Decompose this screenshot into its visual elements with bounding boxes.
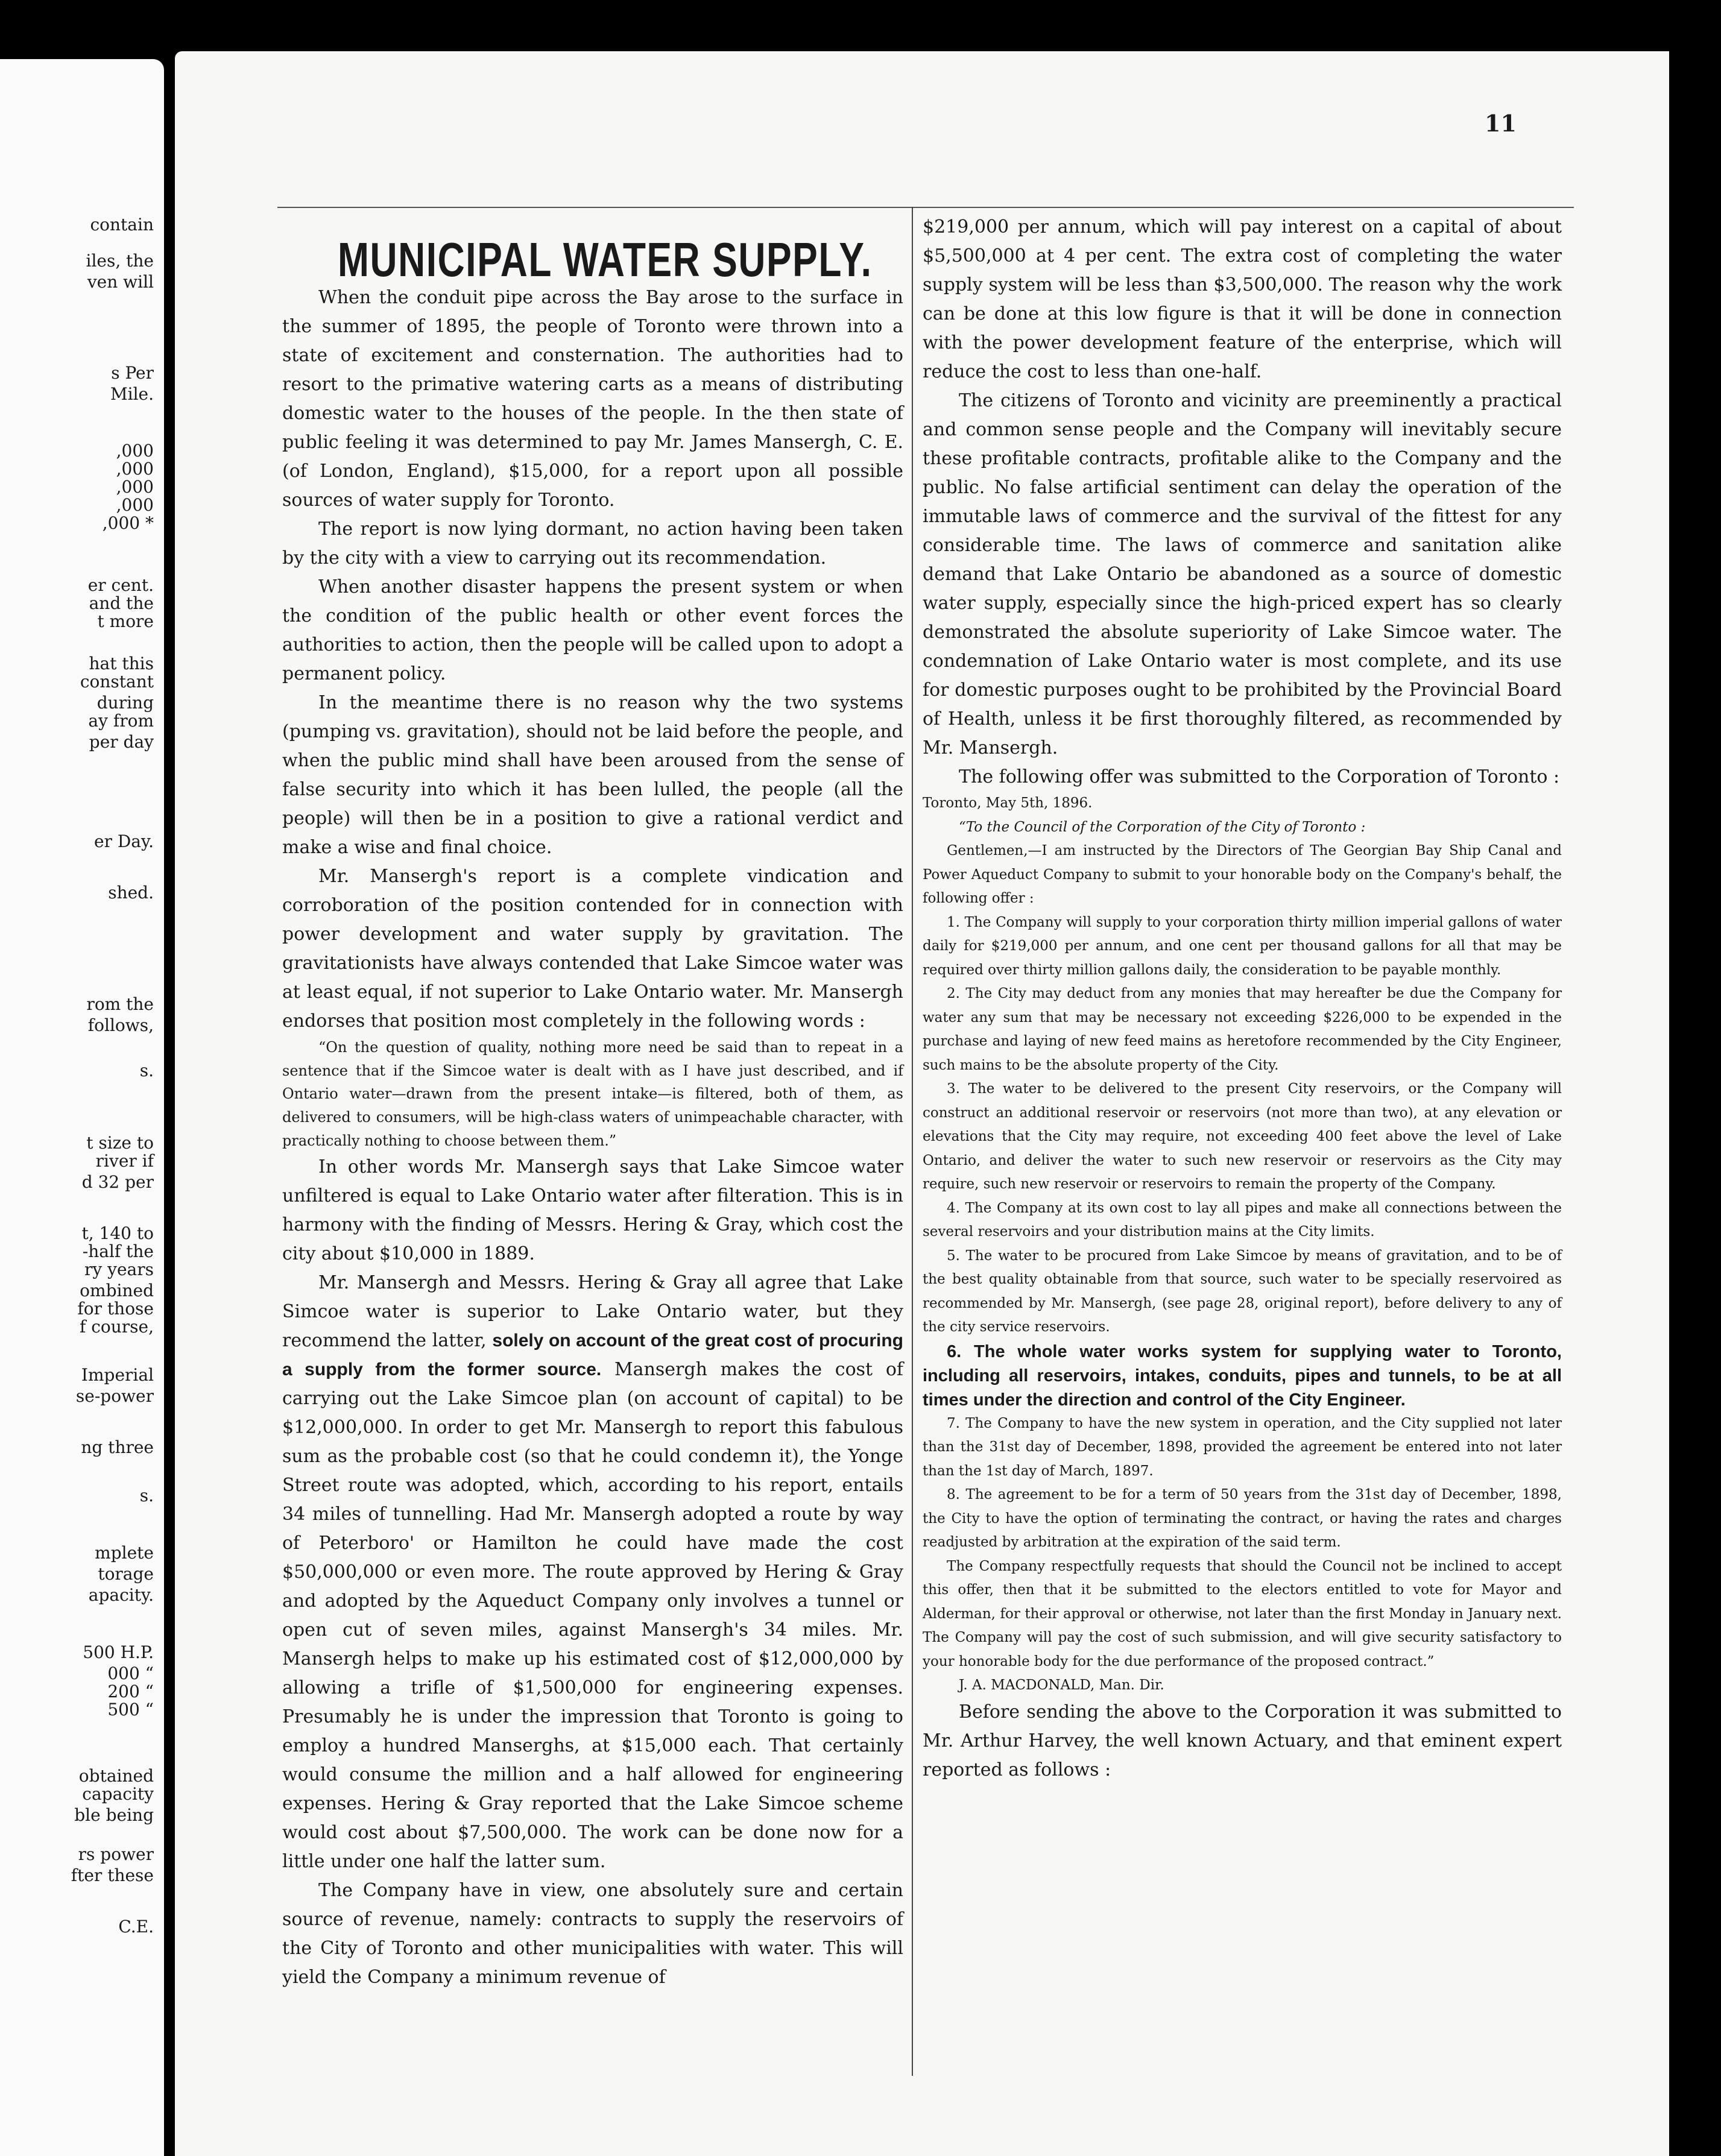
paragraph: The report is now lying dormant, no action having been taken by the city with a view to carrying out its recommendation. [282,519,903,569]
paragraph: The following offer was submitted to the Corporation of Toronto : [959,766,1560,787]
emphasis-text: solely on account of the great cost of procuring a supply from the former source. [282,1330,903,1379]
margin-fragment: torage [98,1564,154,1584]
margin-fragment: Mile. [110,384,154,404]
margin-fragment: ,000 [116,477,154,497]
letter-paragraph: 4. The Company at its own cost to lay all pipes and make all connections between the several reservoirs and your distribution mains at the City limits. [923,1200,1562,1240]
paragraph: In the meantime there is no reason why the two systems (pumping vs. gravitation), should not be laid before the people, and when the public mind shall have been aroused from the sense of false security into which it has been lulled, the people (all the people) will then be in a position to give a rational verdict and make a wise and final choice. [282,692,903,858]
paragraph: The Company have in view, one absolutely sure and certain source of revenue, namely: contracts to supply the reservoirs of the City of Toronto and other municipalities with water. This will yield the Company a minimum revenue of [282,1879,903,1988]
letter-paragraph: The Company respectfully requests that should the Council not be inclined to accept this offer, then that it be submitted to the electors entitled to vote for Mayor and Alderman, for their approval or otherwise, not later than the first Monday in January next. The Company will pay the cost of such submission, and will give security satisfactory to your honorable body for the due performance of the proposed contract.” [923,1558,1562,1669]
margin-fragment: rom the [86,994,154,1014]
margin-fragment: er Day. [94,831,154,851]
letter-paragraph: 3. The water to be delivered to the present City reservoirs, or the Company will construct an additional reservoir or reservoirs (not more than two), at any elevation or elevations that the City may require, not exceeding 400 feet above the level of Lake Ontario, and deliver the water to such new reservoir or reservoirs as the City may require, such new reservoir or reservoirs to remain the property of the Company. [923,1081,1562,1192]
margin-fragment: 500 H.P. [83,1642,154,1662]
letter-paragraph: 7. The Company to have the new system in operation, and the City supplied not later than the 31st day of December, 1898, provided the agreement be entered into not later than the 1st day of March, 1897. [923,1415,1562,1479]
paragraph: When the conduit pipe across the Bay arose to the surface in the summer of 1895, the people of Toronto were thrown into a state of excitement and consternation. The authorities had to resort to the primative watering carts as a means of distributing domestic water to the houses of the people. In the then state of public feeling it was determined to pay Mr. James Mansergh, C. E. (of London, England), $15,000, for a report upon all possible sources of water supply for Toronto. [282,287,903,511]
margin-fragment: 200 “ [107,1682,154,1701]
margin-fragment: and the [89,593,154,613]
article-title: MUNICIPAL WATER SUPPLY. [338,233,873,286]
offer-letter [923,792,1562,1698]
margin-fragment: ,000 [116,441,154,461]
margin-fragment: ,000 [116,495,154,515]
margin-fragment: f course, [79,1317,154,1337]
margin-fragment: t more [97,611,154,631]
letter-signature: J. A. MACDONALD, Man. Dir. [959,1677,1164,1693]
margin-fragment: C.E. [118,1917,154,1937]
letter-paragraph: Gentlemen,—I am instructed by the Directors of The Georgian Bay Ship Canal and Power Aqueduct Company to submit to your honorable body on the Company's behalf, the following offer : [923,843,1562,906]
margin-fragment: ay from [88,711,154,731]
margin-fragment: er cent. [87,575,154,595]
left-column [282,283,903,1992]
paragraph: $219,000 per annum, which will pay interest on a capital of about $5,500,000 at 4 per cent. The extra cost of completing the water supply system will be less than $3,500,000. The reason why the work can be done at this low figure is that it will be done in connection with the power development feature of the enterprise, which will reduce the cost to less than one-half. [923,216,1562,382]
letter-paragraph: 2. The City may deduct from any monies that may hereafter be due the Company for water any sum that may be necessary not exceeding $226,000 to be expended in the purchase and laying of new feed mains as heretofore recommended by the City Engineer, such mains to be the absolute property of the City. [923,986,1562,1073]
page-number: 11 [1485,110,1517,137]
margin-fragment: for those [77,1299,154,1319]
mansergh-quote: “On the question of quality, nothing more need be said than to repeat in a sentence that if the Simcoe water is dealt with as I have just described, and if Ontario water—drawn from the present intake—is filtered, both of them, as delivered to consumers, will be high-class waters of unimpeachable character, with practically nothing to choose between them.” [282,1039,903,1149]
letter-paragraph: 1. The Company will supply to your corporation thirty million imperial gallons of water daily for $219,000 per annum, and one cent per thousand gallons for all that may be required over thirty million gallons daily, the consideration to be payable monthly. [923,914,1562,978]
margin-fragment: follows, [87,1015,154,1035]
text: Mansergh makes the cost of carrying out the Lake Simcoe plan (on account of capital) to be $12,000,000. In order to get Mr. Mansergh to report this fabulous sum as the probable cost (so that he could condemn it), the Yonge Street route was adopted, which, according to his report, entails 34 miles of tunnelling. Had Mr. Mansergh adopted a route by way of Peterboro' or Hamilton he could have made the cost $50,000,000 or even more. The route approved by Hering & Gray and adopted by the Aqueduct Company only involves a tunnel or open cut of seven miles, against Mansergh's 34 miles. Mr. Mansergh helps to make up his estimated cost of $12,000,000 by allowing a trifle of $1,500,000 for engineering expenses. Presumably he is under the impression that Toronto is going to employ a hundred Manserghs, at $15,000 each. That certainly would consume the million and a half allowed for engineering expenses. Hering & Gray reported that the Lake Simcoe scheme would cost about $7,500,000. The work can be done now for a little under one half the latter sum. [282,1358,903,1872]
margin-fragment: t, 140 to [81,1223,154,1243]
margin-fragment: 500 “ [107,1700,154,1719]
margin-fragment: ng three [81,1437,154,1457]
right-column [923,213,1562,1785]
margin-fragment: ry years [84,1259,154,1279]
margin-fragment: se-power [75,1386,154,1406]
letter-dateline: Toronto, May 5th, 1896. [923,795,1093,811]
margin-fragment: d 32 per [81,1172,154,1192]
paragraph: In other words Mr. Mansergh says that Lake Simcoe water unfiltered is equal to Lake Ontario water after filteration. This is in harmony with the finding of Messrs. Hering & Gray, which cost the city about $10,000 in 1889. [282,1156,903,1264]
margin-fragment: ombined [80,1281,154,1300]
paragraph: Before sending the above to the Corporation it was submitted to Mr. Arthur Harvey, the well known Actuary, and that eminent expert reported as follows : [923,1701,1562,1780]
letter-salutation: “To the Council of the Corporation of the City of Toronto : [959,819,1366,835]
margin-fragment: rs power [78,1844,154,1864]
margin-fragment: per day [89,732,154,752]
margin-fragment: river if [95,1151,154,1171]
margin-fragment: shed. [108,883,154,903]
margin-fragment: iles, the [86,251,154,271]
margin-fragment: contain [90,215,154,235]
margin-fragment: Imperial [81,1365,154,1385]
margin-fragment: constant [80,672,154,692]
margin-fragment: apacity. [88,1585,154,1605]
letter-bold-paragraph: 6. The whole water works system for supplying water to Toronto, including all reservoirs, intakes, conduits, pipes and tunnels, to be at all times under the direction and control of the City Engineer. [923,1341,1562,1410]
margin-fragment: capacity [82,1784,154,1804]
margin-fragment: s Per [111,363,154,383]
column-divider [912,207,913,2076]
text: Mr. Mansergh and Messrs. Hering & Gray all agree that Lake Simcoe water is superior to Lake Ontario water, but they recommend the latter, [282,1272,903,1351]
margin-fragment: during [96,693,154,713]
margin-fragment: 000 “ [107,1663,154,1683]
margin-fragment: ven will [87,272,154,292]
margin-fragment: hat this [89,654,154,673]
margin-fragment: s. [139,1486,154,1505]
margin-fragment: mplete [95,1543,154,1563]
margin-fragment: ,000 * [102,513,154,533]
margin-fragment: obtained [78,1766,154,1786]
paragraph: When another disaster happens the present system or when the condition of the public health or other event forces the authorities to action, then the people will be called upon to adopt a permanent policy. [282,576,903,684]
letter-paragraph: 8. The agreement to be for a term of 50 years from the 31st day of December, 1898, the City to have the option of terminating the contract, or having the rates and charges readjusted by arbitration at the expiration of the said term. [923,1487,1562,1550]
margin-fragment: fter these [71,1865,154,1885]
left-page-fragment [0,59,164,2156]
margin-fragment: ble being [74,1805,154,1825]
paragraph: Mr. Mansergh's report is a complete vindication and corroboration of the position contended for in connection with power development and water supply by gravitation. The gravitationists have always contended that Lake Simcoe water was at least equal, if not superior to Lake Ontario water. Mr. Mansergh endorses that position most completely in the following words : [282,866,903,1032]
header-rule [277,207,1574,208]
paragraph: The citizens of Toronto and vicinity are preeminently a practical and common sense people and the Company will inevitably secure these profitable contracts, profitable alike to the Company and the public. No false artificial sentiment can delay the operation of the immutable laws of commerce and the survival of the fittest for any considerable time. The laws of commerce and sanitation alike demand that Lake Ontario be abandoned as a source of domestic water supply, especially since the high-priced expert has so clearly demonstrated the absolute superiority of Lake Simcoe water. The condemnation of Lake Ontario water is most complete, and its use for domestic purposes ought to be prohibited by the Provincial Board of Health, unless it be first thoroughly filtered, as recommended by Mr. Mansergh. [923,390,1562,758]
paragraph-hering-gray [282,1269,903,1876]
margin-fragment: s. [139,1061,154,1080]
margin-fragment: -half the [82,1241,154,1261]
margin-fragment: ,000 [116,459,154,479]
margin-fragment: t size to [86,1133,154,1153]
letter-paragraph: 5. The water to be procured from Lake Simcoe by means of gravitation, and to be of the best quality obtainable from that source, such water to be specially reservoired as recommended by Mr. Mansergh, (see page 28, original report), before delivery to any of the city service reservoirs. [923,1247,1562,1335]
